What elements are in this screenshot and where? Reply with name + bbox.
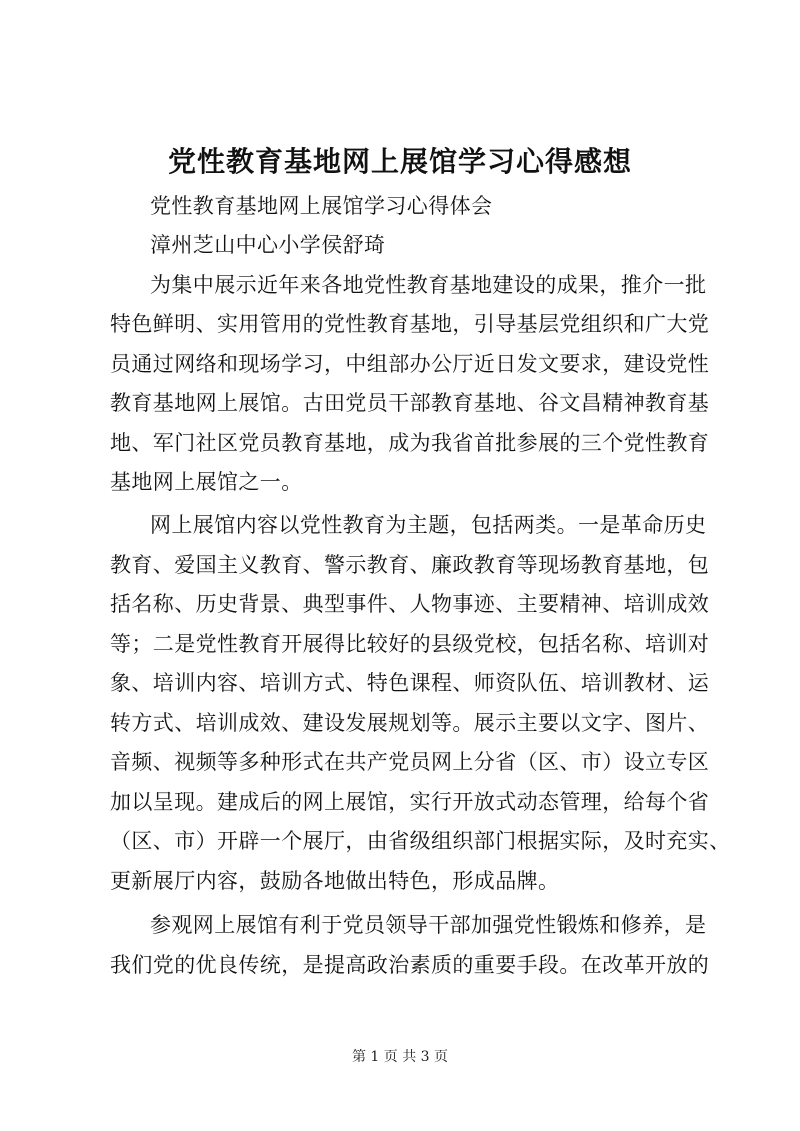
- paragraph-2-line-8: 加以呈现。建成后的网上展馆，实行开放式动态管理，给每个省: [110, 790, 710, 814]
- paragraph-2-line-5: 象、培训内容、培训方式、特色课程、师资队伍、培训教材、运: [110, 671, 710, 695]
- paragraph-2-line-1: 网上展馆内容以党性教育为主题，包括两类。一是革命历史: [150, 513, 707, 537]
- paragraph-2-line-2: 教育、爱国主义教育、警示教育、廉政教育等现场教育基地，包: [110, 553, 710, 577]
- paragraph-1-line-3: 员通过网络和现场学习，中组部办公厅近日发文要求，建设党性: [110, 352, 710, 376]
- paragraph-2-line-3: 括名称、历史背景、典型事件、人物事迹、主要精神、培训成效: [110, 592, 710, 616]
- paragraph-2-line-7: 音频、视频等多种形式在共产党员网上分省（区、市）设立专区: [110, 750, 710, 774]
- paragraph-3-line-2: 我们党的优良传统，是提高政治素质的重要手段。在改革开放的: [110, 953, 710, 977]
- paragraph-2-line-9: （区、市）开辟一个展厅，由省级组织部门根据实际，及时充实、: [110, 829, 731, 853]
- paragraph-2-line-6: 转方式、培训成效、建设发展规划等。展示主要以文字、图片、: [110, 711, 710, 735]
- paragraph-1-line-6: 基地网上展馆之一。: [110, 470, 303, 494]
- document-author: 漳州芝山中心小学侯舒琦: [150, 233, 386, 257]
- document-subtitle: 党性教育基地网上展馆学习心得体会: [150, 194, 493, 218]
- document-title: 党性教育基地网上展馆学习心得感想: [167, 145, 632, 178]
- page-footer: 第 1 页 共 3 页: [351, 1049, 449, 1065]
- paragraph-1-line-1: 为集中展示近年来各地党性教育基地建设的成果，推介一批: [150, 273, 707, 297]
- paragraph-1-line-2: 特色鲜明、实用管用的党性教育基地，引导基层党组织和广大党: [110, 312, 710, 336]
- paragraph-2-line-4: 等；二是党性教育开展得比较好的县级党校，包括名称、培训对: [110, 632, 710, 656]
- paragraph-1-line-5: 地、军门社区党员教育基地，成为我省首批参展的三个党性教育: [110, 431, 710, 455]
- paragraph-3-line-1: 参观网上展馆有利于党员领导干部加强党性锻炼和修养，是: [150, 913, 707, 937]
- paragraph-2-line-10: 更新展厅内容，鼓励各地做出特色，形成品牌。: [110, 869, 560, 893]
- paragraph-1-line-4: 教育基地网上展馆。古田党员干部教育基地、谷文昌精神教育基: [110, 391, 710, 415]
